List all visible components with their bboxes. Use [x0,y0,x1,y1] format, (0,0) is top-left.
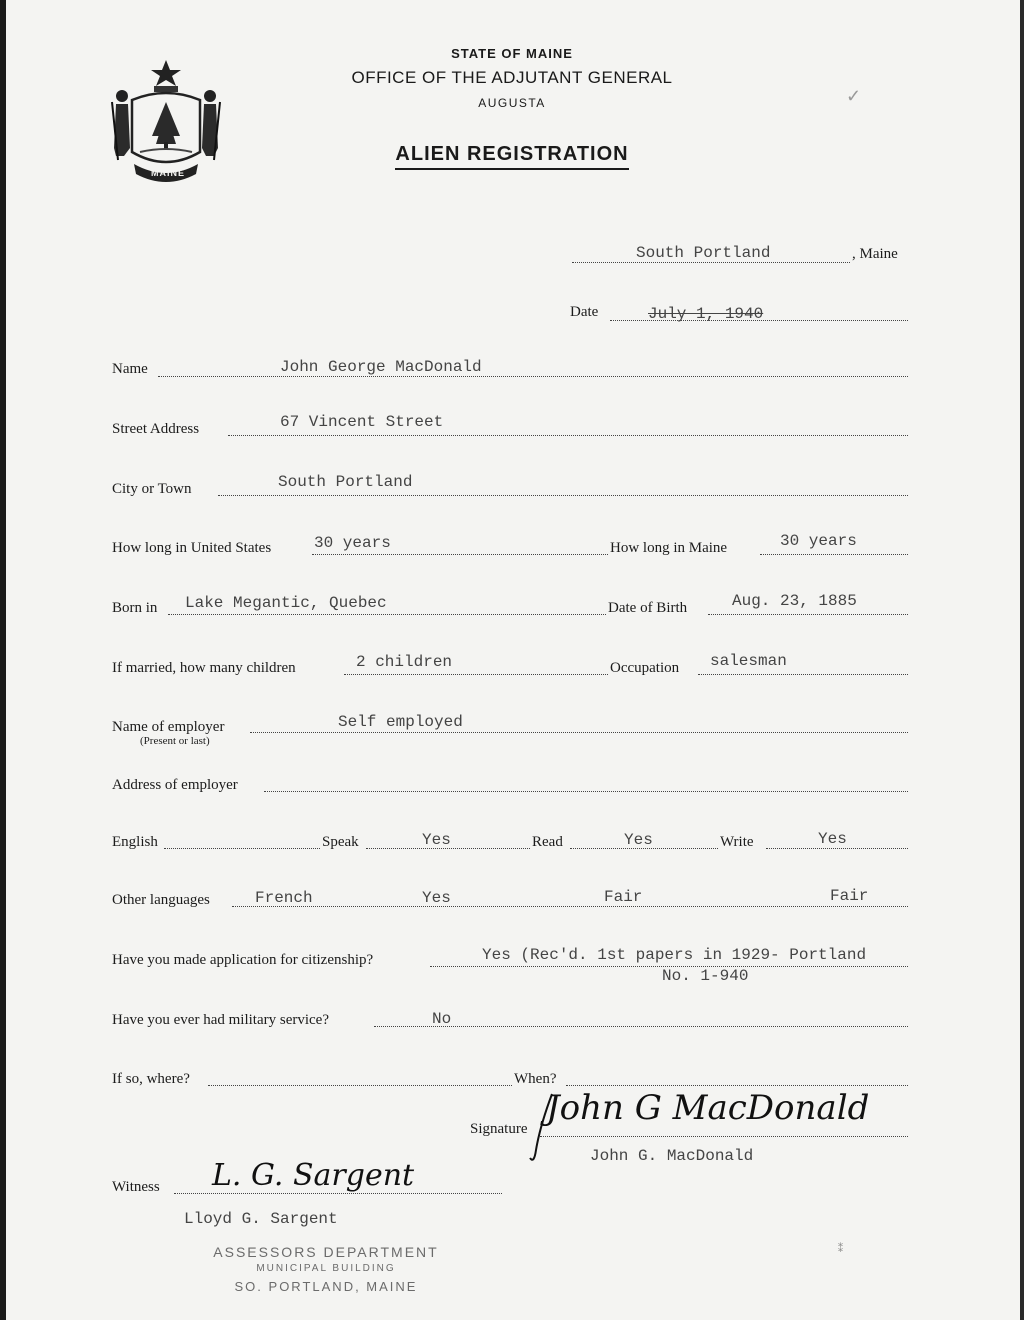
military-label: Have you ever had military service? [112,1012,329,1028]
applicant-typed-name: John G. MacDonald [590,1147,754,1165]
witness-typed-name: Lloyd G. Sargent [184,1210,338,1228]
english-speak-value: Yes [422,831,451,849]
when-label: When? [514,1071,557,1087]
street-line [228,435,908,436]
employer-line [250,732,908,733]
employer-value: Self employed [338,713,463,731]
signature-flourish [522,1090,562,1166]
witness-line [174,1193,502,1194]
when-line [566,1085,908,1086]
stamp-building: MUNICIPAL BUILDING [256,1263,396,1274]
header-city: AUGUSTA [478,96,546,110]
born-label: Born in [112,600,158,616]
name-line [158,376,908,377]
dob-value: Aug. 23, 1885 [732,592,857,610]
seal-label: MAINE [151,168,185,178]
employer-address-label: Address of employer [112,777,238,793]
other-language-read-value: Fair [604,888,643,906]
occupation-label: Occupation [610,660,680,676]
speak-label: Speak [322,834,359,850]
english-read-value: Yes [624,831,653,849]
where-label: If so, where? [112,1071,190,1087]
other-language-write-value: Fair [830,887,869,905]
signature-line [540,1136,908,1137]
write-line [766,848,908,849]
citizenship-value-2: No. 1-940 [662,967,749,985]
date-label: Date [570,304,599,320]
us-duration-label: How long in United States [112,540,272,556]
city-line [218,495,908,496]
born-line [168,614,606,615]
scan-speck-icon: ⁑ [838,1244,843,1255]
maine-duration-line [760,554,908,555]
other-languages-line [232,906,908,907]
header-state: STATE OF MAINE [451,46,573,61]
city-value: South Portland [278,473,413,491]
employer-label: Name of employer [112,719,225,735]
witness-signature: L. G. Sargent [212,1158,415,1193]
employer-address-line [264,791,908,792]
check-mark-icon: ✓ [846,86,862,106]
other-language-speak-value: Yes [422,889,451,907]
place-line [572,262,850,263]
write-label: Write [720,834,754,850]
scan-edge-right [1020,0,1024,1320]
other-language-value: French [255,889,313,907]
maine-duration-label: How long in Maine [610,540,728,556]
place-value: South Portland [636,244,771,262]
street-label: Street Address [112,421,200,437]
us-duration-value: 30 years [314,534,391,552]
us-duration-line [312,554,608,555]
date-value: July 1, 1940 [648,305,764,323]
occupation-value: salesman [710,652,787,670]
header-office: OFFICE OF THE ADJUTANT GENERAL [351,68,673,87]
english-write-value: Yes [818,830,847,848]
form-title: ALIEN REGISTRATION [0,143,1024,166]
name-value: John George MacDonald [280,358,482,376]
street-value: 67 Vincent Street [280,413,444,431]
born-value: Lake Megantic, Quebec [185,594,387,612]
dob-line [708,614,908,615]
employer-sublabel: (Present or last) [140,735,210,747]
maine-duration-value: 30 years [780,532,857,550]
citizenship-label: Have you made application for citizenship? [112,952,374,968]
children-label: If married, how many children [112,660,296,676]
stamp-city: SO. PORTLAND, MAINE [234,1279,418,1294]
military-line [374,1026,908,1027]
signature-label: Signature [470,1121,528,1137]
applicant-signature: John G MacDonald [546,1088,870,1128]
witness-label: Witness [112,1179,160,1195]
occupation-line [698,674,908,675]
military-value: No [432,1010,452,1028]
city-label: City or Town [112,481,192,497]
stamp-department: ASSESSORS DEPARTMENT [213,1244,439,1260]
children-line [344,674,608,675]
where-line [208,1085,512,1086]
scan-edge-left [0,0,6,1320]
read-label: Read [532,834,563,850]
place-suffix: , Maine [852,246,898,262]
dob-label: Date of Birth [608,600,688,616]
citizenship-value: Yes (Rec'd. 1st papers in 1929- Portland [482,946,867,964]
english-line [164,848,320,849]
name-label: Name [112,361,148,377]
other-languages-label: Other languages [112,892,210,908]
english-label: English [112,834,158,850]
children-value: 2 children [356,653,453,671]
